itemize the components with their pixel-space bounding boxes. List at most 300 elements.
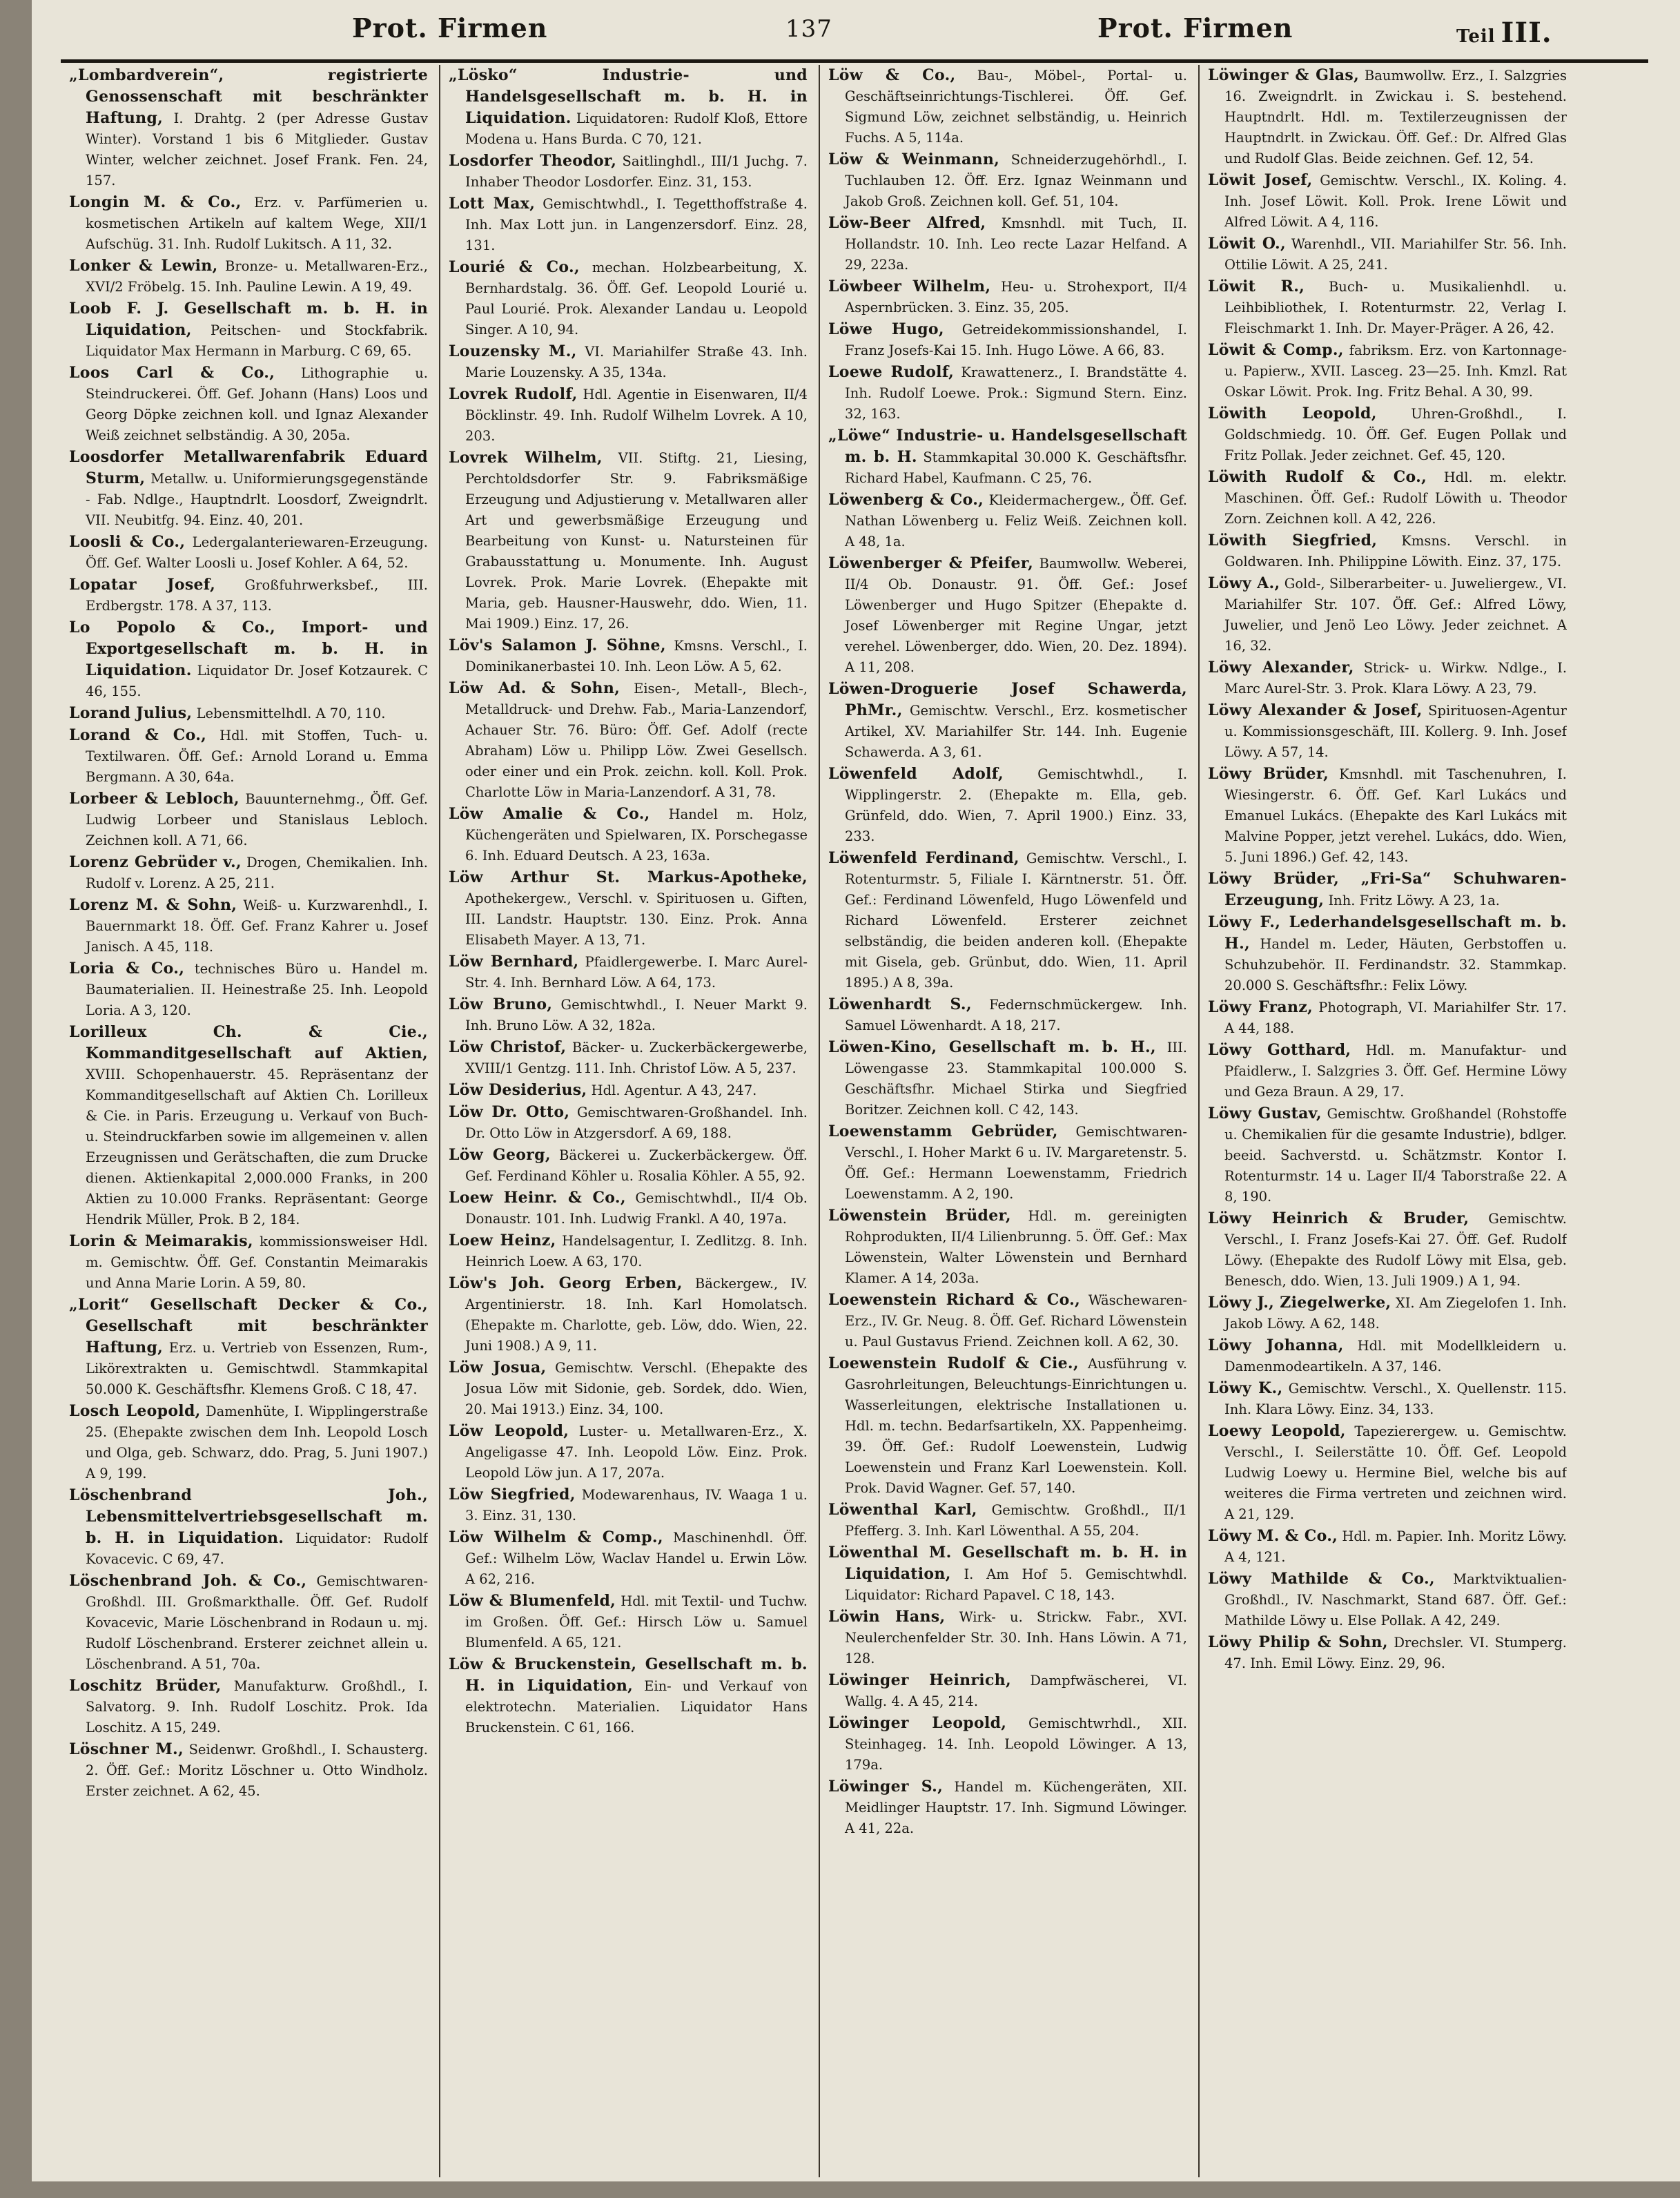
directory-entry [828,65,1187,148]
firm-name: Löwenthal Karl, [828,1501,977,1519]
column-divider [1198,65,1200,2177]
firm-details: Bäckergew., IV. Argentinierstr. 18. Inh. Karl Homolatsch. (Ehepakte m. Charlotte, geb. Löw, ddo. Wien, 22. Juni 1908.) A 9, 11. [465,1276,808,1354]
firm-name: Lo Popolo & Co., Import- und Exportgesellschaft m. b. H. in Liquidation. [69,619,428,679]
firm-details: Bauunternehmg., Öff. Gef. Ludwig Lorbeer und Stanislaus Lebloch. Zeichnen koll. A 71, 66. [86,791,428,848]
firm-name: Loschitz Brüder, [69,1677,222,1695]
firm-details: Gemischtwaren-Verschl., I. Hoher Markt 6 u. IV. Margaretenstr. 5. Öff. Gef.: Hermann Loewenstamm, Friedrich Loewenstamm. A 2, 190. [845,1124,1187,1202]
firm-details: Krawattenerz., I. Brandstätte 4. Inh. Rudolf Loewe. Prok.: Sigmund Stern. Einz. 32, 163. [845,364,1187,422]
firm-name: Löw & Weinmann, [828,150,1000,168]
firm-details: Drogen, Chemikalien. Inh. Rudolf v. Lorenz. A 25, 211. [86,855,428,891]
firm-name: Löwenthal M. Gesellschaft m. b. H. in Liquidation, [828,1544,1187,1583]
directory-entry [449,1357,808,1420]
firm-name: „Lösko“ Industrie- und Handelsgesellschaft m. b. H. in Liquidation. [449,66,808,127]
firm-name: Löschenbrand Joh., Lebensmittelvertriebsgesellschaft m. b. H. in Liquidation. [69,1486,428,1547]
directory-entry [1208,170,1567,233]
firm-details: kommissionsweiser Hdl. m. Gemischtw. Öff. Gef. Constantin Meimarakis und Anna Marie Lorin. A 59, 80. [86,1234,428,1291]
directory-entry [1208,1292,1567,1334]
directory-entry [449,447,808,634]
firm-details: Marktviktualien-Großhdl., IV. Naschmarkt, Stand 687. Öff. Gef.: Mathilde Löwy u. Else Pollak. A 42, 249. [1224,1571,1567,1628]
firm-details: Handel m. Holz, Küchengeräten und Spielwaren, IX. Porschegasse 6. Inh. Eduard Deutsch. A 23, 163a. [465,806,808,864]
firm-name: Löwit O., [1208,235,1286,253]
directory-entry [449,1102,808,1144]
part-label-text: Teil [1456,26,1496,47]
firm-details: XVIII. Schopenhauerstr. 45. Repräsentanz der Kommanditgesellschaft auf Aktien Ch. Lorilleux & Cie. in Paris. Erzeugung u. Verkauf von Buch- u. Steindruckfarben sowie im allgemeinen v. allen Erzeugnissen und Gerätschaften, die zum Drucke dienen. Aktienkapital 2,000.000 Franks, in 200 Aktien zu 10.000 Franks. Repräsentant: George Hendrik Müller, Prok. B 2, 184. [86,1067,428,1227]
directory-entry [69,958,428,1021]
firm-name: Löwy Gustav, [1208,1105,1322,1122]
directory-entry [1208,1632,1567,1674]
firm-name: Löwit Josef, [1208,171,1313,189]
firm-details: Schneiderzugehörhdl., I. Tuchlauben 12. Öff. Erz. Ignaz Weinmann und Jakob Groß. Zeichnen koll. Gef. 51, 104. [845,152,1187,209]
firm-details: Hdl. m. elektr. Maschinen. Öff. Gef.: Rudolf Löwith u. Theodor Zorn. Zeichnen koll. A 42, 226. [1224,469,1567,527]
firm-details: technisches Büro u. Handel m. Baumaterialien. II. Heinestraße 25. Inh. Leopold Loria. A 3, 120. [86,961,428,1018]
firm-name: Loewenstein Rudolf & Cie., [828,1354,1079,1372]
firm-name: Löschner M., [69,1740,184,1758]
directory-entry [69,362,428,446]
directory-entry [449,150,808,193]
directory-entry [828,1499,1187,1541]
firm-details: Gemischtwhdl., I. Neuer Markt 9. Inh. Bruno Löw. A 32, 182a. [465,997,808,1033]
firm-details: Gemischtwrhdl., XII. Steinhageg. 14. Inh. Leopold Löwinger. A 13, 179a. [845,1715,1187,1773]
directory-entry [1208,573,1567,657]
firm-name: Losch Leopold, [69,1402,201,1420]
firm-name: Löwit & Comp., [1208,341,1344,359]
firm-name: Löwenfeld Adolf, [828,765,1004,783]
firm-details: Handel m. Leder, Häuten, Gerbstoffen u. Schuhzubehör. II. Ferdinandstr. 32. Stammkap. 20.000 S. Geschäftsfhr.: Felix Löwy. [1224,936,1567,993]
directory-entry [828,1353,1187,1499]
firm-name: Löw Arthur St. Markus-Apotheke, [449,868,808,886]
column-1 [69,65,428,2177]
firm-details: Baumwollw. Weberei, II/4 Ob. Donaustr. 91. Öff. Gef.: Josef Löwenberger und Hugo Spitzer (Ehepakte d. Josef Löwenberger mit Regine Ungar, jetzt verehel. Löwenberger, ddo. Wien, 20. Dez. 1894). A 11, 208. [845,556,1187,675]
firm-details: Federnschmückergew. Inh. Samuel Löwenhardt. A 18, 217. [845,997,1187,1033]
directory-entry [828,553,1187,678]
directory-entry [828,848,1187,993]
directory-entry [1208,912,1567,996]
firm-details: Luster- u. Metallwaren-Erz., X. Angeligasse 47. Inh. Leopold Löw. Einz. Prok. Leopold Löw jun. A 17, 207a. [465,1423,808,1481]
firm-details: Kmsnhdl. mit Taschenuhren, I. Wiesingerstr. 6. Öff. Gef. Karl Lukács und Emanuel Lukács. (Ehepakte des Karl Lukács mit Malvine Popper, jetzt verehel. Lukács, ddo. Wien, 5. Juni 1896.) Gef. 42, 143. [1224,766,1567,865]
directory-entry [69,255,428,298]
firm-name: Lorin & Meimarakis, [69,1232,253,1250]
firm-name: Löwy K., [1208,1379,1283,1397]
directory-entry [449,1187,808,1229]
directory-entry [828,1713,1187,1776]
firm-name: Lopatar Josef, [69,576,216,594]
firm-name: Lorilleux Ch. & Cie., Kommanditgesellschaft auf Aktien, [69,1023,428,1062]
directory-entry [1208,1378,1567,1420]
column-divider [439,65,440,2177]
firm-name: Löwin Hans, [828,1608,946,1626]
firm-details: Weiß- u. Kurzwarenhdl., I. Bauernmarkt 18. Öff. Gef. Franz Kahrer u. Josef Janisch. A 45, 118. [86,897,428,955]
directory-entry [1208,1335,1567,1377]
directory-entry [69,1294,428,1400]
scan-edge-bottom [0,2181,1680,2198]
directory-entry [1208,868,1567,911]
firm-name: „Lorit“ Gesellschaft Decker & Co., Gesellschaft mit beschränkter Haftung, [69,1296,428,1356]
directory-entry [449,1484,808,1526]
directory-entry [69,1570,428,1675]
firm-name: Löw Wilhelm & Comp., [449,1528,663,1546]
directory-entry [1208,997,1567,1039]
firm-name: Löw Georg, [449,1146,551,1164]
directory-entry [828,1290,1187,1352]
directory-entry [449,951,808,993]
running-head-left: Prot. Firmen [352,12,548,43]
directory-entry [449,1421,808,1484]
directory-entry [1208,403,1567,466]
firm-details: Pfaidlergewerbe. I. Marc Aurel-Str. 4. Inh. Bernhard Löw. A 64, 173. [465,954,808,991]
firm-details: Kmsnhdl. mit Tuch, II. Hollandstr. 10. Inh. Leo recte Lazar Helfand. A 29, 223a. [845,215,1187,273]
header-rule [61,59,1648,63]
directory-entry [1208,65,1567,169]
firm-name: Löwy A., [1208,574,1280,592]
firm-details: Gemischtw. Großhdl., II/1 Pfefferg. 3. Inh. Karl Löwenthal. A 55, 204. [845,1502,1187,1539]
directory-entry [69,1675,428,1738]
firm-details: Spirituosen-Agentur u. Kommissionsgeschäft, III. Kollerg. 9. Inh. Josef Löwy. A 57, 14. [1224,703,1567,760]
firm-name: Löw Bernhard, [449,953,579,971]
firm-details: I. Am Hof 5. Gemischtwhdl. Liquidator: Richard Papavel. C 18, 143. [845,1566,1187,1603]
directory-entry [69,447,428,531]
running-head-right: Prot. Firmen [1097,12,1293,43]
firm-details: Gemischtwhdl., II/4 Ob. Donaustr. 101. Inh. Ludwig Frankl. A 40, 197a. [465,1190,808,1227]
firm-name: Löw Ad. & Sohn, [449,679,621,697]
firm-name: Löw Dr. Otto, [449,1103,570,1121]
firm-name: Löw & Blumenfeld, [449,1592,616,1610]
firm-name: Löwenberger & Pfeifer, [828,554,1034,572]
firm-name: Löwy Gotthard, [1208,1041,1351,1059]
firm-details: Kmsns. Verschl. in Goldwaren. Inh. Philippine Löwith. Einz. 37, 175. [1224,533,1567,570]
directory-entry [69,1739,428,1802]
column-divider [819,65,820,2177]
part-label [1456,17,1552,49]
firm-name: Loosli & Co., [69,533,186,551]
directory-entry [1208,700,1567,763]
firm-name: Loos Carl & Co., [69,364,275,382]
directory-entry [828,276,1187,318]
firm-name: Lovrek Wilhelm, [449,449,603,467]
firm-name: Löwith Leopold, [1208,405,1377,422]
directory-entry [69,703,428,724]
firm-details: Liquidator Dr. Josef Kotzaurek. C 46, 155. [86,663,428,699]
firm-name: Löwy J., Ziegelwerke, [1208,1294,1391,1312]
directory-entry [449,804,808,866]
firm-details: Großfuhrwerksbef., III. Erdbergstr. 178. A 37, 113. [86,577,428,614]
firm-name: Löw & Bruckenstein, Gesellschaft m. b. H. in Liquidation, [449,1655,808,1695]
directory-entry [449,1080,808,1101]
firm-name: Löwy Alexander & Josef, [1208,701,1423,719]
directory-entry [828,1670,1187,1712]
firm-name: Löw Christof, [449,1038,567,1056]
firm-name: Löw-Beer Alfred, [828,214,986,232]
firm-name: Löwinger Leopold, [828,1714,1007,1732]
firm-name: Löwinger S., [828,1778,944,1796]
directory-entry [828,362,1187,425]
firm-name: Losdorfer Theodor, [449,152,617,170]
directory-entry [1208,764,1567,868]
firm-name: Löv's Salamon J. Söhne, [449,636,666,654]
firm-details: Handelsagentur, I. Zedlitzg. 8. Inh. Heinrich Loew. A 63, 170. [465,1233,808,1270]
firm-name: Lourié & Co., [449,258,580,276]
directory-entry [1208,530,1567,572]
directory-entry [69,298,428,362]
directory-entry [1208,233,1567,275]
firm-name: Löwy Heinrich & Bruder, [1208,1209,1469,1227]
firm-name: Loob F. J. Gesellschaft m. b. H. in Liquidation, [69,300,428,339]
directory-entry [69,1401,428,1484]
part-number: III. [1501,17,1552,49]
directory-entry [828,149,1187,212]
firm-details: XI. Am Ziegelofen 1. Inh. Jakob Löwy. A 62, 148. [1224,1295,1567,1332]
directory-entry [1208,340,1567,402]
directory-entry [1208,1568,1567,1631]
firm-details: Ausführung v. Gasrohrleitungen, Beleuchtungs-Einrichtungen u. Wasserleitungen, elektrische Installationen u. Hdl. m. techn. Bedarfsartikeln, XX. Pappenheimg. 39. Öff. Gef.: Rudolf Loewenstein, Ludwig Loewenstein und Franz Karl Loewenstein. Koll. Prok. David Wagner. Gef. 57, 140. [845,1356,1187,1496]
firm-name: Louzensky M., [449,342,577,360]
firm-name: Löschenbrand Joh. & Co., [69,1572,307,1590]
firm-name: Löw Siegfried, [449,1486,576,1504]
firm-name: Löw Amalie & Co., [449,805,650,823]
firm-name: Löw Josua, [449,1359,547,1377]
directory-entry [449,1273,808,1356]
firm-name: Löw Leopold, [449,1422,569,1440]
firm-details: Buch- u. Musikalienhdl. u. Leihbibliothek, I. Rotenturmstr. 22, Verlag I. Fleischmarkt 1. Inh. Dr. Mayer-Präger. A 26, 42. [1224,279,1567,336]
firm-name: Löwy Brüder, [1208,765,1329,783]
firm-name: Löwy Franz, [1208,998,1313,1016]
firm-name: Lott Max, [449,195,536,213]
directory-entry [449,341,808,383]
firm-details: Stammkapital 30.000 K. Geschäftsfhr. Richard Habel, Kaufmann. C 25, 76. [845,449,1187,486]
firm-details: Photograph, VI. Mariahilfer Str. 17. A 44, 188. [1224,1000,1567,1036]
page-header [62,10,1650,52]
firm-details: Lithographie u. Steindruckerei. Öff. Gef. Johann (Hans) Loos und Georg Döpke zeichnen koll. und Ignaz Alexander Weiß zeichnet selbständig. A 30, 205a. [86,365,428,443]
directory-entry [69,788,428,851]
firm-details: Gold-, Silberarbeiter- u. Juweliergew., VI. Mariahilfer Str. 107. Öff. Gef.: Alfred Löwy, Juwelier, und Jenö Leo Löwy. Jeder zeichnet. A 16, 32. [1224,576,1567,654]
firm-details: Erz. v. Parfümerien u. kosmetischen Artikeln auf kaltem Wege, XII/1 Aufschüg. 31. Inh. Rudolf Lukitsch. A 11, 32. [86,195,428,252]
directory-entry [828,764,1187,847]
firm-details: Damenhüte, I. Wipplingerstraße 25. (Ehepakte zwischen dem Inh. Leopold Losch und Olga, geb. Schwarz, ddo. Prag, 5. Juni 1907.) A 9, 199. [86,1403,428,1481]
firm-details: Tapezierergew. u. Gemischtw. Verschl., I. Seilerstätte 10. Öff. Gef. Leopold Ludwig Loewy u. Hermine Biel, welche bis auf weiteres die Firma vertreten und zeichnen wird. A 21, 129. [1224,1423,1567,1522]
directory-entry [1208,1040,1567,1102]
firm-name: Löwinger & Glas, [1208,66,1360,84]
scan-edge-left [0,0,32,2198]
firm-name: Löwy M. & Co., [1208,1527,1338,1545]
firm-details: Maschinenhdl. Öff. Gef.: Wilhelm Löw, Waclav Handel u. Erwin Löw. A 62, 216. [465,1530,808,1587]
directory-entry [449,193,808,256]
firm-name: Loew Heinr. & Co., [449,1189,626,1207]
firm-details: Saitlinghdl., III/1 Juchg. 7. Inhaber Theodor Losdorfer. Einz. 31, 153. [465,153,808,190]
page-number: 137 [785,15,832,43]
firm-name: Löwith Siegfried, [1208,532,1378,550]
firm-details: Peitschen- und Stockfabrik. Liquidator Max Hermann in Marburg. C 69, 65. [86,322,428,359]
firm-name: Löwen-Droguerie Josef Schawerda, PhMr., [828,680,1187,719]
firm-name: Löwy Brüder, „Fri-Sa“ Schuhwaren-Erzeugung, [1208,870,1567,909]
directory-entry [449,867,808,951]
firm-name: Löwenberg & Co., [828,491,984,509]
directory-entry [828,425,1187,489]
firm-details: Gemischtw. Verschl., I. Franz Josefs-Kai 27. Öff. Gef. Rudolf Löwy. (Ehepakte des Rudolf Löwy mit Elsa, geb. Benesch, ddo. Wien, 13. Juli 1909.) A 1, 94. [1224,1211,1567,1289]
firm-details: Wäschewaren-Erz., IV. Gr. Neug. 8. Öff. Gef. Richard Löwenstein u. Paul Gustavus Friend. Zeichnen koll. A 62, 30. [845,1292,1187,1350]
firm-details: Gemischtw. Verschl., IX. Koling. 4. Inh. Josef Löwit. Koll. Prok. Irene Löwit und Alfred Löwit. A 4, 116. [1224,173,1567,230]
firm-details: Eisen-, Metall-, Blech-, Metalldruck- und Drehw. Fab., Maria-Lanzendorf, Achauer Str. 76. Büro: Öff. Gef. Adolf (recte Abraham) Löw u. Philipp Löw. Zwei Gesellsch. oder einer und ein Prok. zeichn. koll. Koll. Prok. Charlotte Löw in Maria-Lanzendorf. A 31, 78. [465,681,808,800]
directory-entry [449,678,808,803]
firm-name: Loewy Leopold, [1208,1422,1346,1440]
directory-entry [449,1037,808,1079]
directory-entry [1208,657,1567,699]
firm-details: Liquidator: Rudolf Kovacevic. C 69, 47. [86,1530,428,1567]
directory-entry [69,65,428,191]
firm-name: Löw & Co., [828,66,956,84]
firm-details: Gemischtwhdl., I. Wipplingerstr. 2. (Ehepakte m. Ella, geb. Grünfeld, ddo. Wien, 7. April 1900.) Einz. 33, 233. [845,766,1187,844]
firm-details: Hdl. mit Stoffen, Tuch- u. Textilwaren. Öff. Gef.: Arnold Lorand u. Emma Bergmann. A 30, 64a. [86,728,428,785]
firm-details: Liquidatoren: Rudolf Kloß, Ettore Modena u. Hans Burda. C 70, 121. [465,110,808,147]
directory-entry [1208,276,1567,339]
firm-name: Lorenz M. & Sohn, [69,896,237,914]
firm-details: Bäcker- u. Zuckerbäckergewerbe, XVIII/1 Gentzg. 111. Inh. Christof Löw. A 5, 237. [465,1040,808,1076]
directory-entry [828,994,1187,1036]
directory-entry [449,1527,808,1590]
firm-name: Loewenstein Richard & Co., [828,1291,1081,1309]
directory-entry [449,384,808,447]
column-3 [828,65,1187,2177]
firm-details: Kmsns. Verschl., I. Dominikanerbastei 10. Inh. Leon Löw. A 5, 62. [465,638,808,674]
directory-entry [828,1542,1187,1606]
firm-details: Baumwollw. Erz., I. Salzgries 16. Zweigndrlt. in Zwickau i. S. bestehend. Hauptndrlt. Hdl. m. Textilerzeugnissen der Hauptndrlt. in Zwickau. Öff. Gef.: Dr. Alfred Glas und Rudolf Glas. Beide zeichnen. Gef. 12, 54. [1224,68,1567,166]
directory-entry [449,635,808,677]
firm-name: Löwen-Kino, Gesellschaft m. b. H., [828,1038,1156,1056]
directory-entry [69,1485,428,1570]
firm-details: Erz. u. Vertrieb von Essenzen, Rum-, Likörextrakten u. Gemischtwdl. Stammkapital 50.000 K. Geschäftsfhr. Klemens Groß. C 18, 47. [86,1340,428,1397]
directory-entry [69,725,428,788]
firm-name: Löw Desiderius, [449,1081,587,1099]
firm-details: Hdl. mit Modellkleidern u. Damenmodeartikeln. A 37, 146. [1224,1338,1567,1374]
directory-entry [1208,1421,1567,1525]
firm-details: Gemischtw. Verschl., I. Rotenturmstr. 5, Filiale I. Kärntnerstr. 51. Öff. Gef.: Ferdinand Löwenfeld, Hugo Löwenfeld und Richard Löwenfeld. Ersterer zeichnet selbständig, die beiden anderen koll. (Ehepakte mit Gisela, geb. Grünbut, ddo. Wien, 11. April 1895.) A 8, 39a. [845,850,1187,991]
directory-entry [69,852,428,894]
firm-details: mechan. Holzbearbeitung, X. Bernhardstalg. 36. Öff. Gef. Leopold Lourié u. Paul Lourié. Prok. Alexander Landau u. Leopold Singer. A 10, 94. [465,260,808,338]
directory-entry [1208,1526,1567,1568]
firm-name: Löwenfeld Ferdinand, [828,849,1019,867]
column-2 [449,65,808,2177]
firm-name: Löwinger Heinrich, [828,1671,1011,1689]
firm-name: Loosdorfer Metallwarenfabrik Eduard Sturm, [69,448,428,487]
firm-details: Gemischtwaren-Großhdl. III. Großmarkthalle. Öff. Gef. Rudolf Kovacevic, Marie Löschenbrand in Rodaun u. mj. Rudolf Löschenbrand. Ersterer zeichnet allein u. Löschenbrand. A 51, 70a. [86,1573,428,1672]
firm-name: Lonker & Lewin, [69,257,218,275]
firm-details: Strick- u. Wirkw. Ndlge., I. Marc Aurel-Str. 3. Prok. Klara Löwy. A 23, 79. [1224,660,1567,697]
directory-entry [1208,467,1567,529]
firm-name: Loewe Rudolf, [828,363,955,381]
firm-name: Löwenstein Brüder, [828,1207,1011,1225]
directory-entry [449,1230,808,1272]
directory-entry [449,994,808,1036]
firm-details: Hdl. m. Manufaktur- und Pfaidlerw., I. Salzgries 3. Öff. Gef. Hermine Löwy und Geza Braun. A 29, 17. [1224,1042,1567,1100]
directory-entry [828,1037,1187,1120]
firm-name: Longin M. & Co., [69,193,242,211]
firm-details: Warenhdl., VII. Mariahilfer Str. 56. Inh. Ottilie Löwit. A 25, 241. [1224,236,1567,273]
firm-details: Seidenwr. Großhdl., I. Schausterg. 2. Öff. Gef.: Moritz Löschner u. Otto Windholz. Erster zeichnet. A 62, 45. [86,1742,428,1799]
directory-entry [69,574,428,616]
firm-details: Modewarenhaus, IV. Waaga 1 u. 3. Einz. 31, 130. [465,1487,808,1524]
directory-entry [69,617,428,702]
firm-details: Manufakturw. Großhdl., I. Salvatorg. 9. Inh. Rudolf Loschitz. Prok. Ida Loschitz. A 15, 249. [86,1678,428,1735]
directory-entry [69,895,428,957]
firm-details: Hdl. m. Papier. Inh. Moritz Löwy. A 4, 121. [1224,1528,1567,1565]
firm-details: III. Löwengasse 23. Stammkapital 100.000 S. Geschäftsfhr. Michael Stirka und Siegfried Boritzer. Zeichnen koll. C 42, 143. [845,1040,1187,1118]
firm-name: Lorenz Gebrüder v., [69,853,242,871]
firm-name: Löwenhardt S., [828,995,972,1013]
column-4 [1208,65,1567,2177]
directory-entry [828,679,1187,763]
directory-entry [1208,1208,1567,1292]
firm-details: Hdl. Agentie in Eisenwaren, II/4 Böcklinstr. 49. Inh. Rudolf Wilhelm Lovrek. A 10, 203. [465,387,808,444]
firm-details: Gemischtwhdl., I. Tegetthoffstraße 4. Inh. Max Lott jun. in Langenzersdorf. Einz. 28, 131. [465,196,808,253]
firm-details: Gemischtw. Verschl., X. Quellenstr. 115. Inh. Klara Löwy. Einz. 34, 133. [1224,1381,1567,1417]
directory-entry [69,192,428,255]
firm-name: Löw Bruno, [449,995,553,1013]
firm-name: Lovrek Rudolf, [449,385,578,403]
directory-entry [828,1205,1187,1289]
firm-details: Hdl. Agentur. A 43, 247. [591,1082,757,1098]
directory-entry [828,1606,1187,1669]
firm-details: Uhren-Großhdl., I. Goldschmiedg. 10. Öff. Gef. Eugen Pollak und Fritz Pollak. Jeder zeichnet. Gef. 45, 120. [1224,406,1567,463]
firm-details: Apothekergew., Verschl. v. Spirituosen u. Giften, III. Landstr. Hauptstr. 130. Einz. Prok. Anna Elisabeth Mayer. A 13, 71. [465,891,808,948]
firm-details: Drechsler. VI. Stumperg. 47. Inh. Emil Löwy. Einz. 29, 96. [1224,1635,1567,1671]
firm-name: „Löwe“ Industrie- u. Handelsgesellschaft m. b. H. [828,427,1187,466]
firm-name: Löwbeer Wilhelm, [828,278,991,295]
firm-details: Gemischtwaren-Großhandel. Inh. Dr. Otto Löw in Atzgersdorf. A 69, 188. [465,1105,808,1141]
firm-details: I. Drahtg. 2 (per Adresse Gustav Winter). Vorstand 1 bis 6 Mitglieder. Gustav Winter, welcher zeichnet. Josef Frank. Fen. 24, 157. [86,110,428,188]
firm-details: Gemischtw. Verschl., Erz. kosmetischer Artikel, XV. Mariahilfer Str. 144. Inh. Eugenie Schawerda. A 3, 61. [845,703,1187,760]
firm-details: Gemischtw. Verschl. (Ehepakte des Josua Löw mit Sidonie, geb. Sordek, ddo. Wien, 20. Mai 1913.) Einz. 34, 100. [465,1360,808,1417]
firm-details: Dampfwäscherei, VI. Wallg. 4. A 45, 214. [845,1673,1187,1709]
firm-details: Bronze- u. Metallwaren-Erz., XVI/2 Fröbelg. 15. Inh. Pauline Lewin. A 19, 49. [86,258,428,295]
firm-name: Löwy F., Lederhandelsgesellschaft m. b. H., [1208,913,1567,953]
firm-details: VII. Stiftg. 21, Liesing, Perchtoldsdorfer Str. 9. Fabriksmäßige Erzeugung und Adjustierung v. Metallwaren aller Art und gewerbsmäßige Erzeugung und Bearbeitung von Kunst- u. Natursteinen für Grabausstattung u. Monumente. Inh. August Lovrek. Prok. Marie Lovrek. (Ehepakte mit Maria, geb. Hausner-Hauswehr, ddo. Wien, 11. Mai 1909.) Einz. 17, 26. [465,450,808,632]
firm-details: fabriksm. Erz. von Kartonnage- u. Papierw., XVII. Lasceg. 23—25. Inh. Kmzl. Rat Oskar Löwit. Prok. Ing. Fritz Behal. A 30, 99. [1224,342,1567,400]
firm-name: Lorand & Co., [69,726,207,744]
directory-entry [828,489,1187,552]
firm-name: Löwy Mathilde & Co., [1208,1570,1435,1588]
firm-details: Ein- und Verkauf von elektrotechn. Materialien. Liquidator Hans Bruckenstein. C 61, 166. [465,1678,808,1735]
firm-name: Löwit R., [1208,278,1305,295]
firm-details: Heu- u. Strohexport, II/4 Aspernbrücken. 3. Einz. 35, 205. [845,279,1187,315]
firm-details: Metallw. u. Uniformierungsgegenstände - Fab. Ndlge., Hauptndrlt. Loosdorf, Zweigndrlt. VII. Neubitfg. 94. Einz. 40, 201. [86,471,428,528]
firm-details: Hdl. mit Textil- und Tuchw. im Großen. Öff. Gef.: Hirsch Löw u. Samuel Blumenfeld. A 65, 121. [465,1593,808,1651]
directory-entry [69,532,428,574]
directory-entry [828,213,1187,275]
firm-details: Gemischtw. Großhandel (Rohstoffe u. Chemikalien für die gesamte Industrie), bdlger. beeid. Sachverstd. u. Schätzmstr. Kontor I. Rotenturmstr. 14 u. Lager II/4 Taborstraße 22. A 8, 190. [1224,1106,1567,1205]
firm-name: Loewenstamm Gebrüder, [828,1122,1058,1140]
firm-name: „Lombardverein“, registrierte Genossenschaft mit beschränkter Haftung, [69,66,428,127]
firm-details: Bau-, Möbel-, Portal- u. Geschäftseinrichtungs-Tischlerei. Öff. Gef. Sigmund Löw, zeichnet selbständig, u. Heinrich Fuchs. A 5, 114a. [845,68,1187,146]
firm-name: Löwy Johanna, [1208,1336,1344,1354]
firm-name: Löwe Hugo, [828,320,944,338]
firm-name: Löw's Joh. Georg Erben, [449,1274,683,1292]
directory-entry [69,1022,428,1230]
directory-entry [69,1231,428,1294]
firm-details: Handel m. Küchengeräten, XII. Meidlinger Hauptstr. 17. Inh. Sigmund Löwinger. A 41, 22a. [845,1779,1187,1836]
firm-details: VI. Mariahilfer Straße 43. Inh. Marie Louzensky. A 35, 134a. [465,344,808,380]
directory-entry [449,1654,808,1738]
firm-details: Getreidekommissionshandel, I. Franz Josefs-Kai 15. Inh. Hugo Löwe. A 66, 83. [845,322,1187,358]
firm-name: Löwy Alexander, [1208,659,1354,677]
firm-name: Löwy Philip & Sohn, [1208,1633,1388,1651]
firm-name: Loew Heinz, [449,1232,556,1249]
firm-details: Lebensmittelhdl. A 70, 110. [196,706,386,721]
firm-details: Hdl. m. gereinigten Rohprodukten, II/4 Lilienbrunng. 5. Öff. Gef.: Max Löwenstein, Walter Löwenstein und Bernhard Klamer. A 14, 203a. [845,1208,1187,1286]
firm-details: Ledergalanteriewaren-Erzeugung. Öff. Gef. Walter Loosli u. Josef Kohler. A 64, 52. [86,534,428,571]
firm-name: Loria & Co., [69,960,185,978]
directory-entry [449,1591,808,1653]
firm-name: Lorbeer & Lebloch, [69,790,240,808]
firm-name: Löwith Rudolf & Co., [1208,468,1427,486]
directory-entry [828,1121,1187,1205]
